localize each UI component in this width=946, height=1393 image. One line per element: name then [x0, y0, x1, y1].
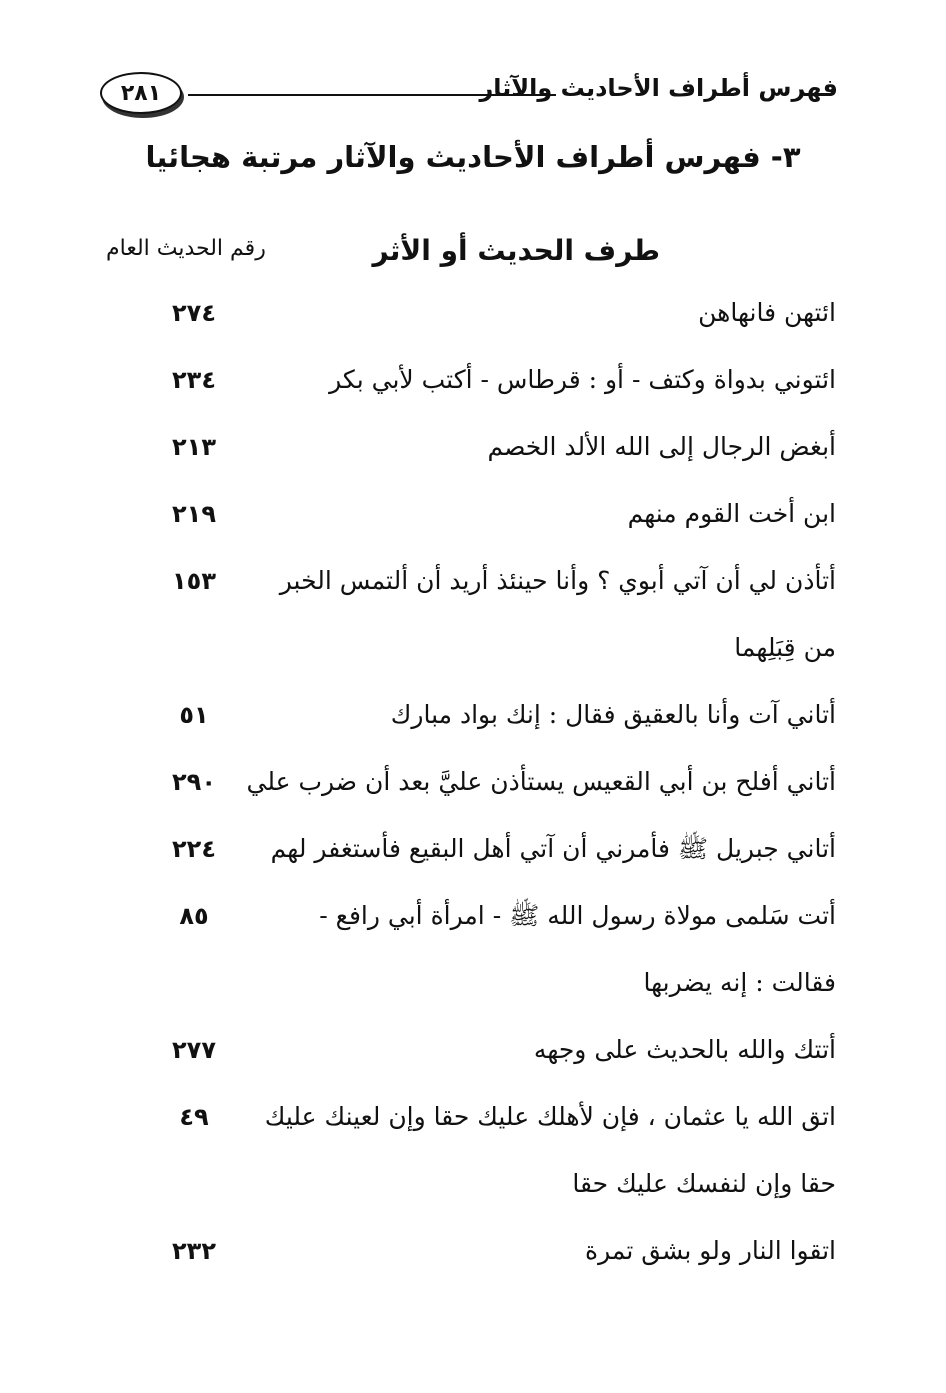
entry-text: ائتهن فانهاهن [698, 298, 836, 327]
page-number-badge: ٢٨١ [100, 72, 182, 114]
entry-text: أتاني جبريل ﷺ فأمرني أن آتي أهل البقيع فأستغفر لهم [270, 834, 836, 863]
entry-text: أتاني آت وأنا بالعقيق فقال : إنك بواد مبارك [390, 700, 836, 729]
entry-text: أبغض الرجال إلى الله الألد الخصم [487, 432, 836, 461]
entry-row [100, 824, 836, 891]
entry-row [100, 422, 836, 489]
column-header-number: رقم الحديث العام [106, 236, 266, 261]
entry-number: ٢٩٠ [172, 768, 216, 796]
entry-number: ٥١ [179, 701, 209, 729]
entry-number: ٢٧٤ [172, 299, 216, 327]
entry-number: ٤٩ [179, 1103, 209, 1131]
entry-text: ائتوني بدواة وكتف - أو : قرطاس - أكتب لأبي بكر [329, 365, 836, 394]
entry-text-continued: فقالت : إنه يضربها [643, 968, 836, 997]
entry-row [100, 288, 836, 355]
entry-row [100, 1025, 836, 1092]
entry-text: أتأذن لي أن آتي أبوي ؟ وأنا حينئذ أريد أن ألتمس الخبر [279, 566, 836, 595]
entry-text: أتت سَلمى مولاة رسول الله ﷺ - امرأة أبي رافع - [319, 901, 836, 930]
section-title: ٣- فهرس أطراف الأحاديث والآثار مرتبة هجائيا [145, 140, 801, 174]
entry-row [100, 757, 836, 824]
entry-text: أتاني أفلح بن أبي القعيس يستأذن عليَّ بعد أن ضرب علي [246, 767, 836, 796]
entries-list [100, 288, 836, 1293]
entry-text: اتقوا النار ولو بشق تمرة [584, 1236, 836, 1265]
entry-row [100, 690, 836, 757]
page-header [100, 72, 838, 120]
entry-row [100, 556, 836, 690]
entry-text: أتتك والله بالحديث على وجهه [533, 1035, 836, 1064]
column-header-main: طرف الحديث أو الأثر [372, 234, 660, 267]
entry-number: ١٥٣ [172, 567, 216, 595]
entry-number: ٨٥ [179, 902, 209, 930]
entry-text-continued: حقا وإن لنفسك عليك حقا [572, 1169, 836, 1198]
entry-text: ابن أخت القوم منهم [627, 499, 836, 528]
entry-number: ٢٣٢ [172, 1237, 216, 1265]
entry-row [100, 489, 836, 556]
entry-number: ٢١٩ [172, 500, 216, 528]
entry-text: اتق الله يا عثمان ، فإن لأهلك عليك حقا وإن لعينك عليك [264, 1102, 836, 1131]
entry-row [100, 355, 836, 422]
entry-number: ٢٣٤ [172, 366, 216, 394]
entry-text-continued: من قِبَلِهما [734, 633, 836, 662]
entry-number: ٢٢٤ [172, 835, 216, 863]
entry-row [100, 1226, 836, 1293]
entry-number: ٢٧٧ [172, 1036, 216, 1064]
header-rule [188, 94, 556, 96]
entry-number: ٢١٣ [172, 433, 216, 461]
entry-row [100, 891, 836, 1025]
running-title: فهرس أطراف الأحاديث والآثار [479, 74, 838, 102]
entry-row [100, 1092, 836, 1226]
